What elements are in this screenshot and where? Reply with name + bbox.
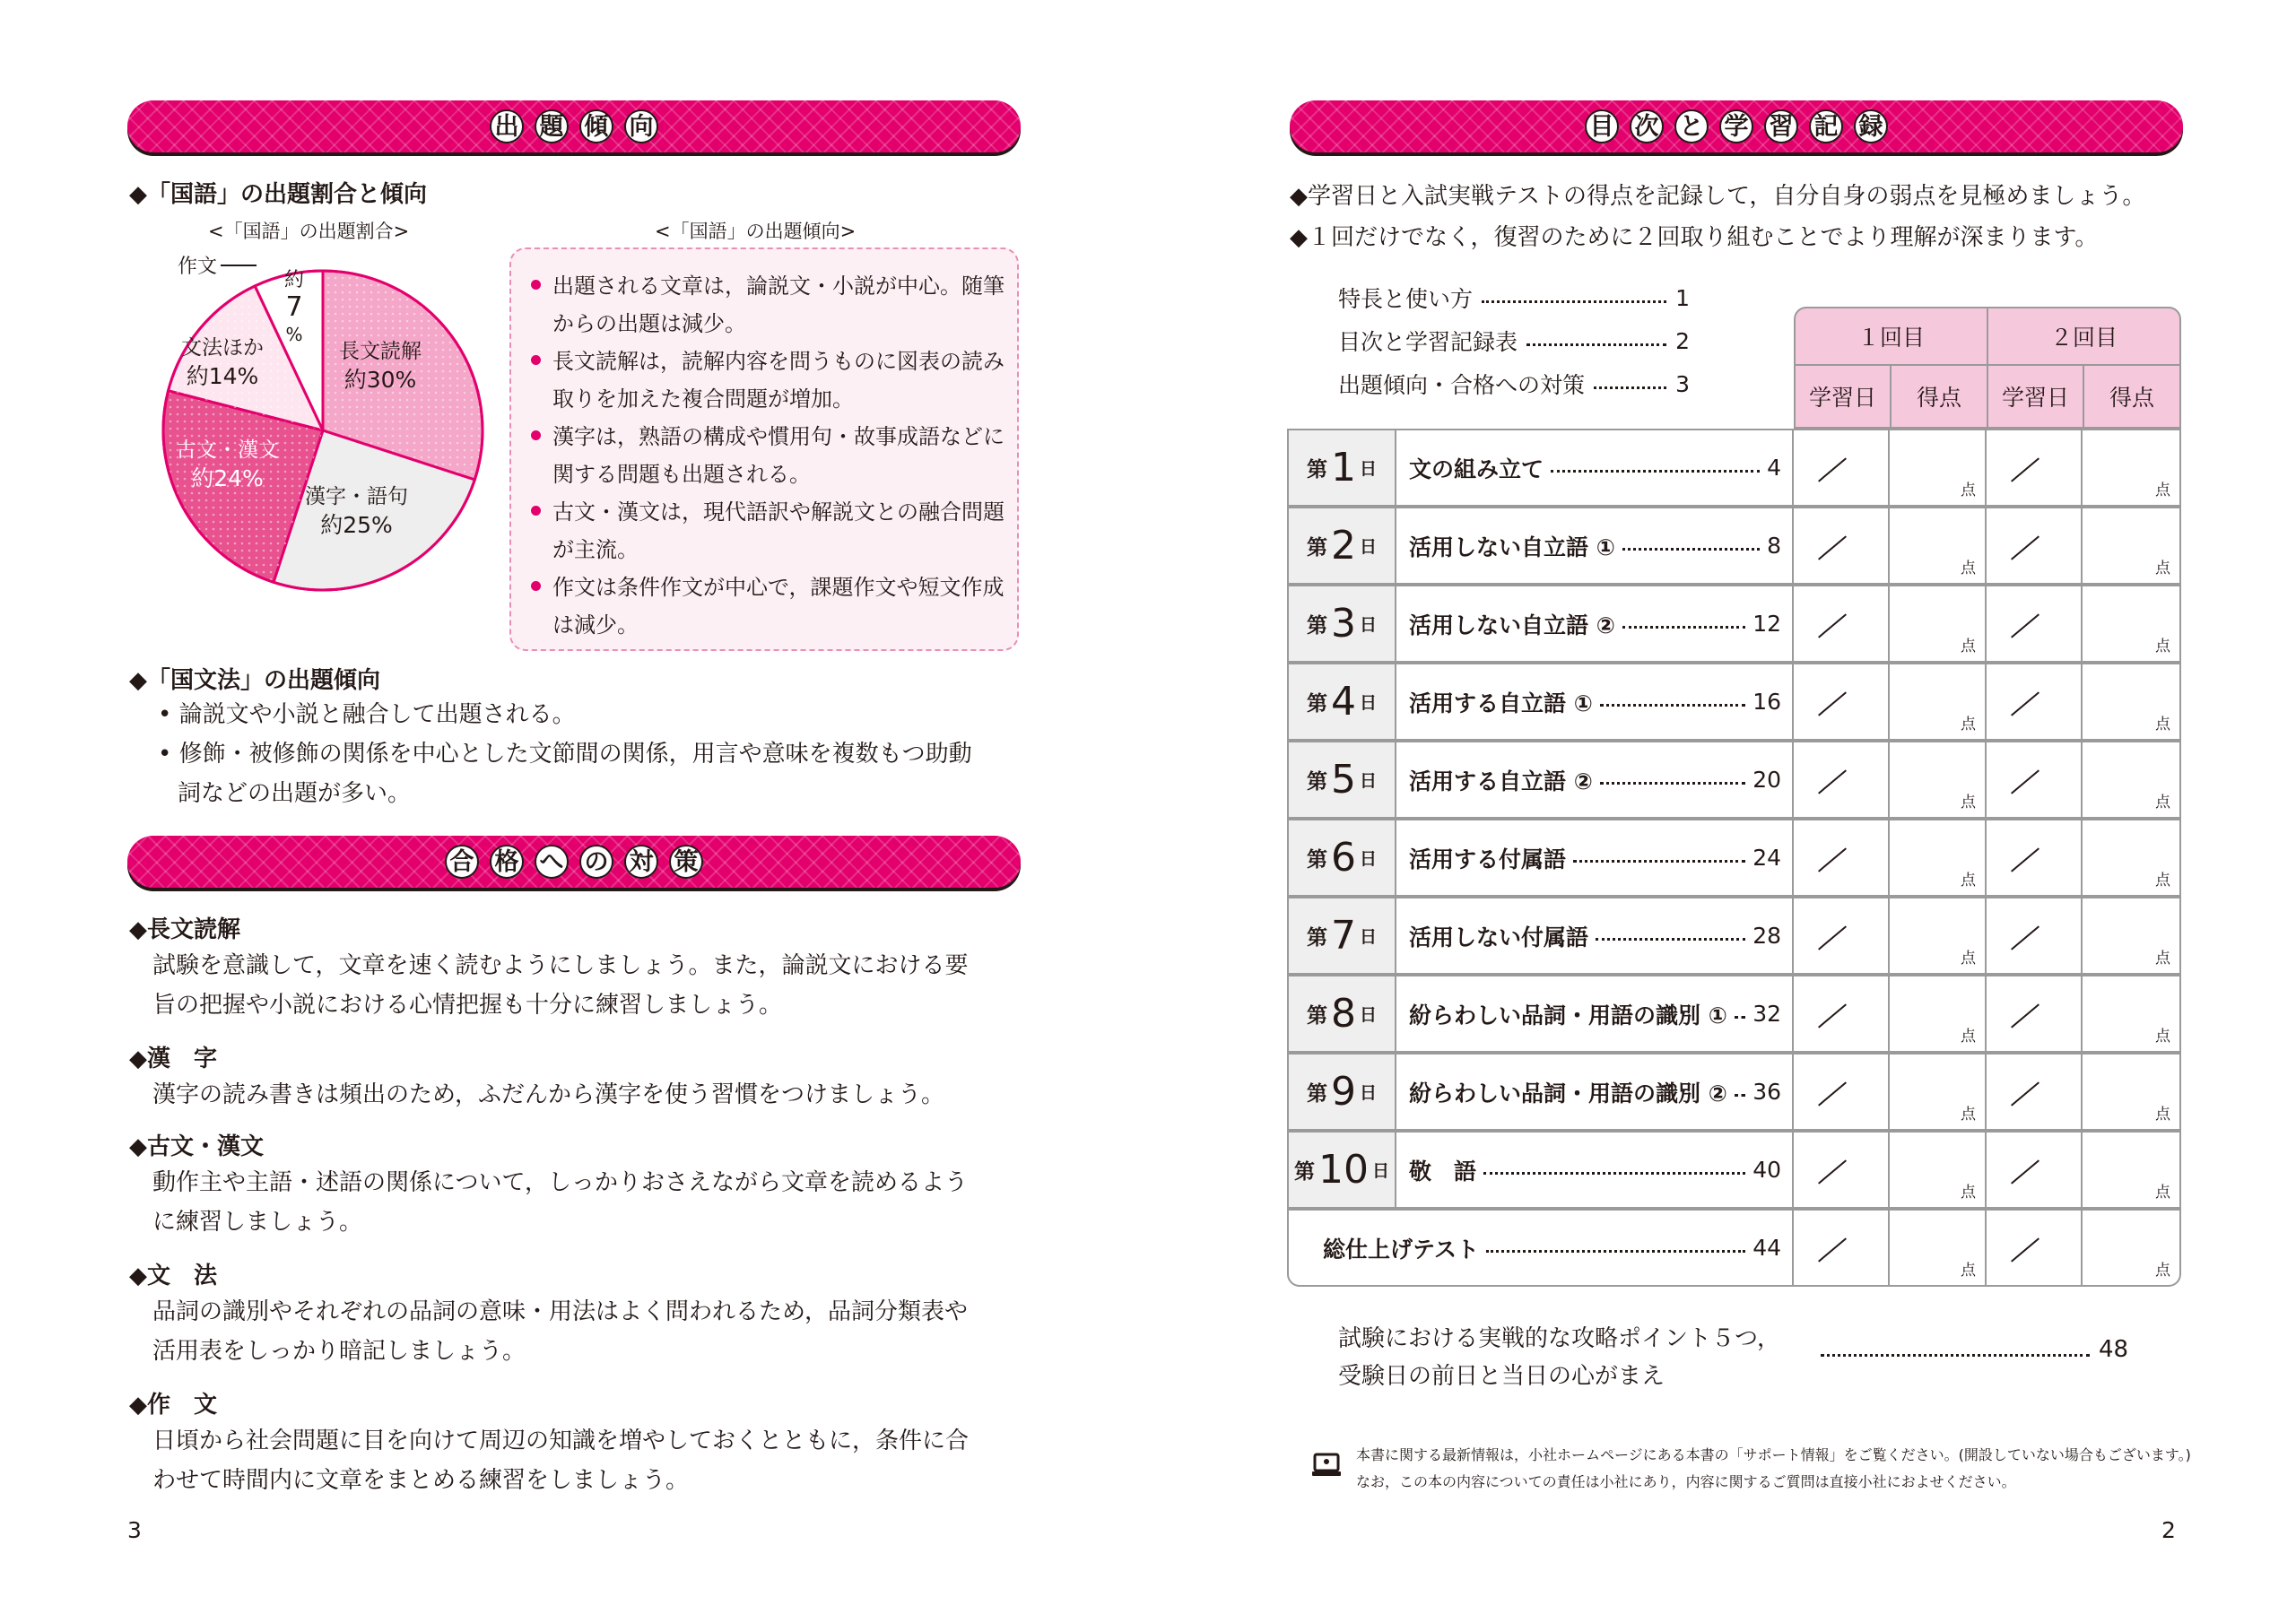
score-cell-1[interactable] [1890,1131,1987,1209]
trend-text: 出題される文章は，論説文・小説が中心。随筆からの出題は減少。 [552,273,1004,336]
kokubunpo-text: 論説文や小説と融合して出題される。 [178,701,576,728]
leader-dots [1573,860,1745,863]
score-cell-2[interactable] [2083,507,2181,585]
trend-text: 漢字は，熟語の構成や慣用句・故事成語などに関する問題も出題される。 [552,424,1004,487]
slash-mark [2011,769,2039,794]
front-matter-page: 1 [1675,284,1690,311]
day-cell [1287,819,1396,897]
day-cell [1287,663,1396,741]
date-cell-2[interactable] [1987,741,2083,819]
title-cell [1396,429,1794,507]
banner-char: 出 [490,109,524,143]
header-date: 学習日 [1794,364,1892,429]
pie-label-text: 文法ほか [181,336,264,360]
chapter-title: 活用しない付属語 [1409,924,1589,950]
section-line: 旨の把握や小説における心情把握も十分に練習しましょう。 [152,992,783,1019]
score-cell-2[interactable] [2083,585,2181,663]
score-unit: 点 [2155,1028,2170,1046]
score-unit: 点 [2155,560,2170,577]
score-cell-2[interactable] [2083,975,2181,1053]
front-matter-item [1338,368,1690,400]
score-cell-2[interactable] [2083,741,2181,819]
title-cell [1396,1131,1794,1209]
score-unit: 点 [1961,1184,1976,1202]
toc-row [1287,507,2184,585]
score-cell-2[interactable] [2083,897,2181,975]
slash-mark [2011,457,2039,482]
header-date: 学習日 [1987,364,2084,429]
score-cell-2[interactable] [2083,1209,2181,1287]
toc-row [1287,585,2184,663]
day-number: 7 [1330,912,1356,959]
section-line: 試験を意識して，文章を速く読むようにしましょう。また，論説文における要 [152,952,969,979]
score-unit: 点 [2155,1106,2170,1124]
leader-dots [1622,548,1760,551]
toc-row [1287,897,2184,975]
banner-char: 合 [445,845,479,879]
banner-char: と [1674,109,1709,143]
pie-val-char: 7 [285,291,303,323]
section-line: 品詞の識別やそれぞれの品詞の意味・用法はよく問われるため，品詞分類表や [152,1298,968,1325]
day-cell [1287,1131,1396,1209]
leader-dots [1551,470,1760,473]
slash-mark [2011,691,2039,716]
pie-val-char: % [285,324,303,345]
trend-text: 作文は条件作文が中心で，課題作文や短文作成は減少。 [552,575,1004,638]
day-suffix: 日 [1359,927,1377,947]
toc-row [1287,1053,2184,1131]
date-cell-1[interactable] [1794,897,1890,975]
score-unit: 点 [1961,560,1976,577]
day-prefix: 第 [1306,614,1327,638]
pie-caption: <「国語」の出題割合> [208,221,410,242]
date-cell-2[interactable] [1987,1131,2083,1209]
slash-mark [1818,535,1847,560]
chapter-title: 総仕上げテスト [1323,1236,1480,1263]
score-cell-1[interactable] [1890,507,1987,585]
leader-dots [1596,938,1745,941]
score-cell-2[interactable] [2083,1053,2181,1131]
chapter-page: 4 [1767,455,1781,481]
score-cell-1[interactable] [1890,663,1987,741]
front-matter-item [1338,325,1690,357]
date-cell-1[interactable] [1794,819,1890,897]
day-cell [1287,585,1396,663]
chapter-page: 40 [1752,1157,1781,1183]
date-cell-2[interactable] [1987,507,2083,585]
date-cell-1[interactable] [1794,663,1890,741]
date-cell-2[interactable] [1987,819,2083,897]
score-cell-1[interactable] [1890,1209,1987,1287]
page-number: 3 [127,1517,142,1543]
date-cell-1[interactable] [1794,585,1890,663]
section-line: 日頃から社会問題に目を向けて周辺の知識を増やしておくとともに，条件に合 [152,1428,970,1454]
section-title: ◆漢 字 [129,1046,217,1072]
chapter-title: 文の組み立て [1409,456,1544,482]
section-line: に練習しましょう。 [152,1209,363,1236]
pie-label-text: 長文読解 [339,340,422,363]
leader-dots [1486,1250,1745,1253]
chapter-title: 活用する自立語 ② [1409,768,1593,794]
title-cell [1396,741,1794,819]
chapter-page: 8 [1767,533,1781,559]
score-unit: 点 [2155,1262,2170,1280]
day-suffix: 日 [1359,459,1377,479]
day-number: 6 [1330,834,1356,881]
leader-dots [1821,1354,2090,1357]
header-round2: ２回目 [1987,307,2181,366]
date-cell-1[interactable] [1794,975,1890,1053]
day-prefix: 第 [1306,926,1327,950]
chapter-title: 敬 語 [1409,1158,1477,1185]
pie-label-value: 約25% [320,512,393,538]
chapter-page: 28 [1752,923,1781,949]
day-suffix: 日 [1359,1083,1377,1103]
day-prefix: 第 [1306,770,1327,794]
leader-dots [1735,1016,1745,1019]
score-cell-1[interactable] [1890,975,1987,1053]
section-title: ◆長文読解 [129,916,240,943]
kokubunpo-item-cont: 詞などの出題が多い。 [178,780,412,807]
chapter-page: 20 [1752,767,1781,793]
chapter-title: 活用する付属語 [1409,846,1567,872]
slash-mark [1818,769,1847,794]
kokubunpo-item: • 論説文や小説と融合して出題される。 [158,701,576,728]
slash-mark [2011,535,2039,560]
chapter-page: 36 [1752,1079,1781,1105]
leader-dots [1526,343,1666,346]
section-line: 動作主や主語・述語の関係について，しっかりおさえながら文章を読めるよう [152,1169,968,1196]
score-unit: 点 [1961,716,1976,733]
computer-icon [1311,1453,1342,1476]
pie-label-value: 約14% [186,363,259,389]
score-unit: 点 [2155,638,2170,655]
banner-char: 習 [1764,109,1798,143]
day-prefix: 第 [1306,458,1327,482]
chapter-page: 12 [1752,611,1781,637]
front-matter-title: 特長と使い方 [1338,286,1474,312]
kokubunpo-item: • 修飾・被修飾の関係を中心とした文節間の関係，用言や意味を複数もつ助動 [158,741,972,768]
day-suffix: 日 [1359,771,1377,791]
toc-row [1287,741,2184,819]
header-score: 得点 [2083,364,2181,429]
toc-row [1287,975,2184,1053]
leader-dots [1622,626,1745,629]
title-cell [1396,507,1794,585]
leader-dots [1600,704,1745,707]
date-cell-1[interactable] [1794,1209,1890,1287]
slash-mark [2011,925,2039,950]
leader-dots [1735,1094,1745,1097]
day-suffix: 日 [1359,537,1377,557]
chapter-page: 44 [1752,1235,1781,1261]
banner-char: 題 [535,109,569,143]
date-cell-1[interactable] [1794,1053,1890,1131]
slash-mark [2011,613,2039,638]
banner-char: 傾 [579,109,613,143]
slash-mark [1818,847,1847,872]
trend-caption: <「国語」の出題傾向> [655,221,857,242]
slash-mark [1818,613,1847,638]
day-number: 8 [1330,990,1356,1037]
final-line: 試験における実戦的な攻略ポイント５つ， [1338,1325,1780,1352]
slash-mark [2011,1081,2039,1106]
day-prefix: 第 [1306,1082,1327,1106]
slash-mark [2011,1237,2039,1262]
section-line: わせて時間内に文章をまとめる練習をしましょう。 [152,1467,690,1494]
day-suffix: 日 [1359,1005,1377,1025]
slash-mark [2011,1003,2039,1028]
score-unit: 点 [1961,638,1976,655]
header-score: 得点 [1890,364,1988,429]
front-matter-page: 3 [1675,370,1690,397]
score-cell-1[interactable] [1890,819,1987,897]
score-cell-1[interactable] [1890,585,1987,663]
score-cell-2[interactable] [2083,663,2181,741]
toc-row [1287,1209,2184,1287]
front-matter-title: 目次と学習記録表 [1338,329,1518,355]
toc-row [1287,429,2184,507]
pie-label-value: 約30% [344,367,417,393]
kokubunpo-heading: ◆「国文法」の出題傾向 [129,667,380,694]
day-cell [1287,429,1396,507]
score-unit: 点 [1961,794,1976,812]
pie-label-text: 漢字・語句 [305,485,408,508]
final-page: 48 [2099,1336,2129,1363]
score-unit: 点 [2155,1184,2170,1202]
score-unit: 点 [2155,794,2170,812]
notice-line: なお，この本の内容についての責任は小社にあり，内容に関するご質問は直接小社におよせください。 [1356,1473,2016,1490]
intro-line: ◆学習日と入試実戦テストの得点を記録して，自分自身の弱点を見極めましょう。 [1290,183,2146,210]
score-unit: 点 [1961,1028,1976,1046]
slash-mark [1818,691,1847,716]
title-cell [1396,897,1794,975]
chapter-title: 紛らわしい品詞・用語の識別 ② [1409,1080,1727,1107]
banner-char: 策 [669,845,703,879]
day-number: 1 [1330,444,1356,490]
slash-mark [1818,925,1847,950]
date-cell-2[interactable] [1987,429,2083,507]
slash-mark [1818,1003,1847,1028]
day-suffix: 日 [1359,849,1377,869]
score-cell-2[interactable] [2083,1131,2181,1209]
day-number: 3 [1330,600,1356,647]
date-cell-2[interactable] [1987,1209,2083,1287]
day-number: 9 [1330,1068,1356,1115]
date-cell-1[interactable] [1794,429,1890,507]
score-cell-1[interactable] [1890,1053,1987,1131]
section-title: ◆古文・漢文 [129,1133,264,1160]
pie-val-char: 約 [283,269,304,291]
chapter-page: 32 [1752,1001,1781,1027]
title-cell [1287,1209,1794,1287]
toc-row [1287,1131,2184,1209]
title-cell [1396,819,1794,897]
slash-mark [2011,1159,2039,1184]
banner-mokuji [1290,100,2183,152]
section-title: ◆文 法 [129,1263,217,1289]
slash-mark [2011,847,2039,872]
pie-label-value: 約24% [191,465,264,491]
score-unit: 点 [1961,482,1976,499]
trend-text: 古文・漢文は，現代語訳や解説文との融合問題が主流。 [552,499,1004,562]
leader-dots [1594,386,1666,389]
score-unit: 点 [1961,872,1976,890]
banner-char: へ [535,845,569,879]
banner-char: 次 [1630,109,1664,143]
score-unit: 点 [1961,950,1976,968]
score-unit: 点 [2155,482,2170,499]
day-cell [1287,1053,1396,1131]
toc-row [1287,663,2184,741]
day-suffix: 日 [1371,1161,1389,1181]
leader-dots [1482,300,1666,303]
day-cell [1287,897,1396,975]
kokubunpo-text: 修飾・被修飾の関係を中心とした文節間の関係，用言や意味を複数もつ助動 [178,741,972,768]
chapter-title: 活用しない自立語 ① [1409,534,1615,560]
score-unit: 点 [2155,872,2170,890]
banner-char: 目 [1585,109,1619,143]
front-matter-page: 2 [1675,327,1690,354]
banner-char: 対 [624,845,658,879]
score-unit: 点 [1961,1106,1976,1124]
pie-label-text: 古文・漢文 [176,438,279,462]
leader-dots [1600,782,1745,785]
score-unit: 点 [1961,1262,1976,1280]
toc-row [1287,819,2184,897]
banner-char: 学 [1719,109,1753,143]
day-number: 5 [1330,756,1356,803]
date-cell-2[interactable] [1987,585,2083,663]
leader-dots [1483,1172,1745,1175]
notice-line: 本書に関する最新情報は，小社ホームページにある本書の「サポート情報」をご覧ください。(開設していない場合もございます。) [1356,1446,2191,1463]
intro-line: ◆１回だけでなく，復習のために２回取り組むことでより理解が深まります。 [1290,224,2099,251]
title-cell [1396,1053,1794,1131]
trend-text: 長文読解は，読解内容を問うものに図表の読み取りを加えた複合問題が増加。 [552,349,1004,412]
chapter-title: 活用しない自立語 ② [1409,612,1615,638]
day-prefix: 第 [1306,848,1327,872]
banner-char: 記 [1809,109,1843,143]
banner-char: 録 [1854,109,1888,143]
page-number: 2 [2161,1517,2176,1543]
day-prefix: 第 [1306,692,1327,716]
date-cell-1[interactable] [1794,1131,1890,1209]
banner-char: の [579,845,613,879]
score-cell-1[interactable] [1890,741,1987,819]
day-prefix: 第 [1306,536,1327,560]
day-cell [1287,507,1396,585]
chapter-title: 紛らわしい品詞・用語の識別 ① [1409,1002,1727,1028]
score-cell-2[interactable] [2083,429,2181,507]
date-cell-2[interactable] [1987,1053,2083,1131]
date-cell-1[interactable] [1794,741,1890,819]
date-cell-2[interactable] [1987,897,2083,975]
banner-char: 向 [624,109,658,143]
day-number: 10 [1318,1146,1369,1193]
slash-mark [1818,1159,1847,1184]
kokugo-heading: ◆「国語」の出題割合と傾向 [129,181,427,208]
title-cell [1396,585,1794,663]
chapter-page: 16 [1752,689,1781,715]
section-title: ◆作 文 [129,1392,217,1419]
slash-mark [1818,457,1847,482]
day-suffix: 日 [1359,693,1377,713]
day-cell [1287,975,1396,1053]
day-number: 4 [1330,678,1356,725]
score-cell-1[interactable] [1890,429,1987,507]
day-prefix: 第 [1306,1004,1327,1028]
section-line: 漢字の読み書きは頻出のため，ふだんから漢字を使う習慣をつけましょう。 [152,1081,944,1108]
title-cell [1396,663,1794,741]
score-cell-2[interactable] [2083,819,2181,897]
day-cell [1287,741,1396,819]
date-cell-2[interactable] [1987,975,2083,1053]
chapter-title: 活用する自立語 ① [1409,690,1593,716]
chapter-page: 24 [1752,845,1781,871]
day-prefix: 第 [1293,1160,1315,1184]
day-suffix: 日 [1359,615,1377,635]
slash-mark [1818,1237,1847,1262]
day-number: 2 [1330,522,1356,568]
header-round1: １回目 [1794,307,1988,366]
date-cell-1[interactable] [1794,507,1890,585]
banner-char: 格 [490,845,524,879]
section-line: 活用表をしっかり暗記しましょう。 [152,1338,526,1365]
final-line: 受験日の前日と当日の心がまえ [1338,1363,1665,1390]
score-unit: 点 [2155,716,2170,733]
front-matter-title: 出題傾向・合格への対策 [1338,372,1586,398]
title-cell [1396,975,1794,1053]
date-cell-2[interactable] [1987,663,2083,741]
front-matter-item [1338,282,1690,314]
slash-mark [1818,1081,1847,1106]
score-cell-1[interactable] [1890,897,1987,975]
pie-label-sakubun: 作文 [178,256,218,278]
score-unit: 点 [2155,950,2170,968]
